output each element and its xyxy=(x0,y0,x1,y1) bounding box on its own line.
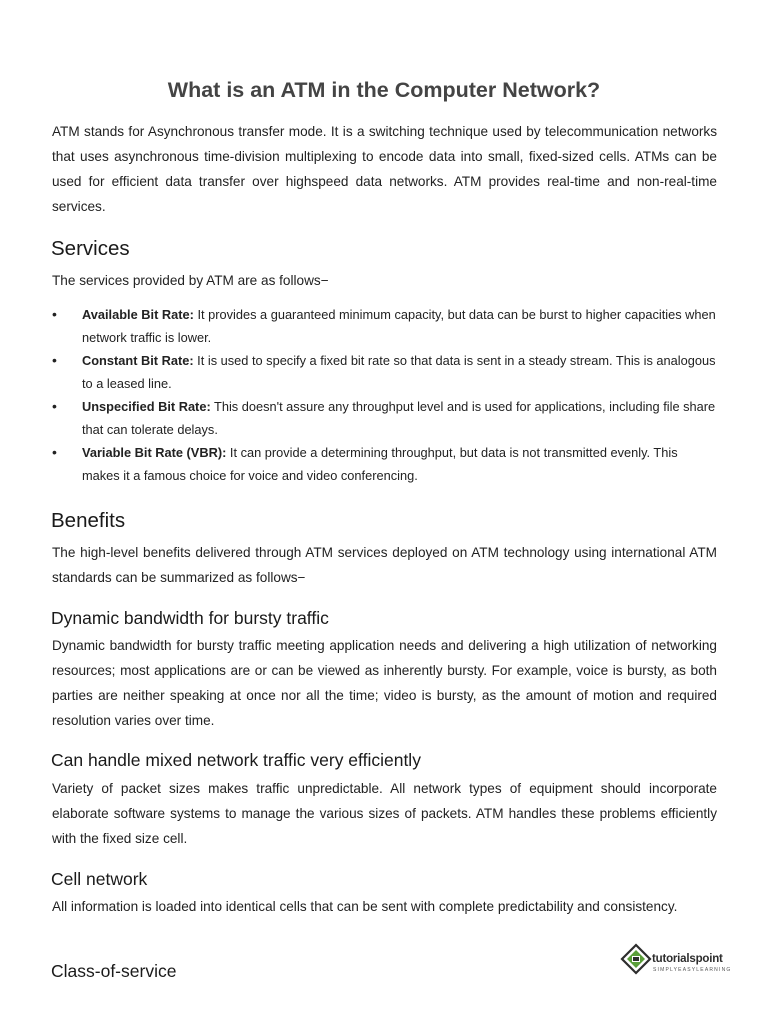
service-term: Variable Bit Rate (VBR): xyxy=(82,445,227,460)
subheading-cell-network: Cell network xyxy=(51,869,148,889)
bullet-icon: • xyxy=(52,352,57,368)
services-list xyxy=(52,303,717,487)
benefits-intro: The high-level benefits delivered through ATM services deployed on ATM technology using international ATM standards can be summarized as follows− xyxy=(52,545,717,585)
benefits-heading: Benefits xyxy=(51,509,126,532)
dynamic-bandwidth-paragraph: Dynamic bandwidth for bursty traffic meeting application needs and delivering a high utilization of networking resources; most applications are or can be viewed as inherently bursty. For example, voice is bursty, as both parties are neither speaking at once nor all the time; video is bursty, as the amount of motion and required resolution varies over time. xyxy=(52,638,717,728)
page-title: What is an ATM in the Computer Network? xyxy=(167,78,601,102)
service-text: It provides a guaranteed minimum capacity, but data can be burst to higher capacities when network traffic is lower. xyxy=(82,307,716,345)
list-item xyxy=(52,303,717,349)
bullet-icon: • xyxy=(52,306,57,322)
service-term: Constant Bit Rate: xyxy=(82,353,194,368)
list-item xyxy=(52,395,717,441)
services-heading: Services xyxy=(51,237,130,260)
service-term: Available Bit Rate: xyxy=(82,307,194,322)
service-text: It is used to specify a fixed bit rate so that data is sent in a steady stream. This is analogous to a leased line. xyxy=(82,353,716,391)
subheading-dynamic-bandwidth: Dynamic bandwidth for bursty traffic xyxy=(51,608,329,628)
service-term: Unspecified Bit Rate: xyxy=(82,399,211,414)
subheading-mixed-traffic: Can handle mixed network traffic very efficiently xyxy=(51,750,421,770)
tutorialspoint-logo xyxy=(619,942,737,982)
logo-brand-text: tutorialspoint xyxy=(652,953,723,965)
service-text: This doesn't assure any throughput level and is used for applications, including file share that can tolerate delays. xyxy=(82,399,716,437)
list-item xyxy=(52,349,717,395)
mixed-traffic-paragraph: Variety of packet sizes makes traffic unpredictable. All network types of equipment should incorporate elaborate software systems to manage the various sizes of packets. ATM handles these problems efficiently with the fixed size cell. xyxy=(52,781,717,846)
logo-mark-icon xyxy=(619,942,653,982)
intro-paragraph: ATM stands for Asynchronous transfer mode. It is a switching technique used by telecommunication networks that uses asynchronous time-division multiplexing to encode data into small, fixed-sized cells. ATMs can be used for efficient data transfer over highspeed data networks. ATM provides real-time and non-real-time services. xyxy=(52,124,717,214)
bullet-icon: • xyxy=(52,398,57,414)
logo-tagline: SIMPLYEASYLEARNING xyxy=(653,967,732,973)
list-item xyxy=(52,441,717,487)
subheading-class-of-service: Class-of-service xyxy=(51,961,177,981)
cell-network-paragraph: All information is loaded into identical cells that can be sent with complete predictability and consistency. xyxy=(52,899,678,914)
services-intro: The services provided by ATM are as follows− xyxy=(52,273,329,288)
service-text: It can provide a determining throughput, but data is not transmitted evenly. This makes it a famous choice for voice and video conferencing. xyxy=(82,445,678,483)
bullet-icon: • xyxy=(52,444,57,460)
